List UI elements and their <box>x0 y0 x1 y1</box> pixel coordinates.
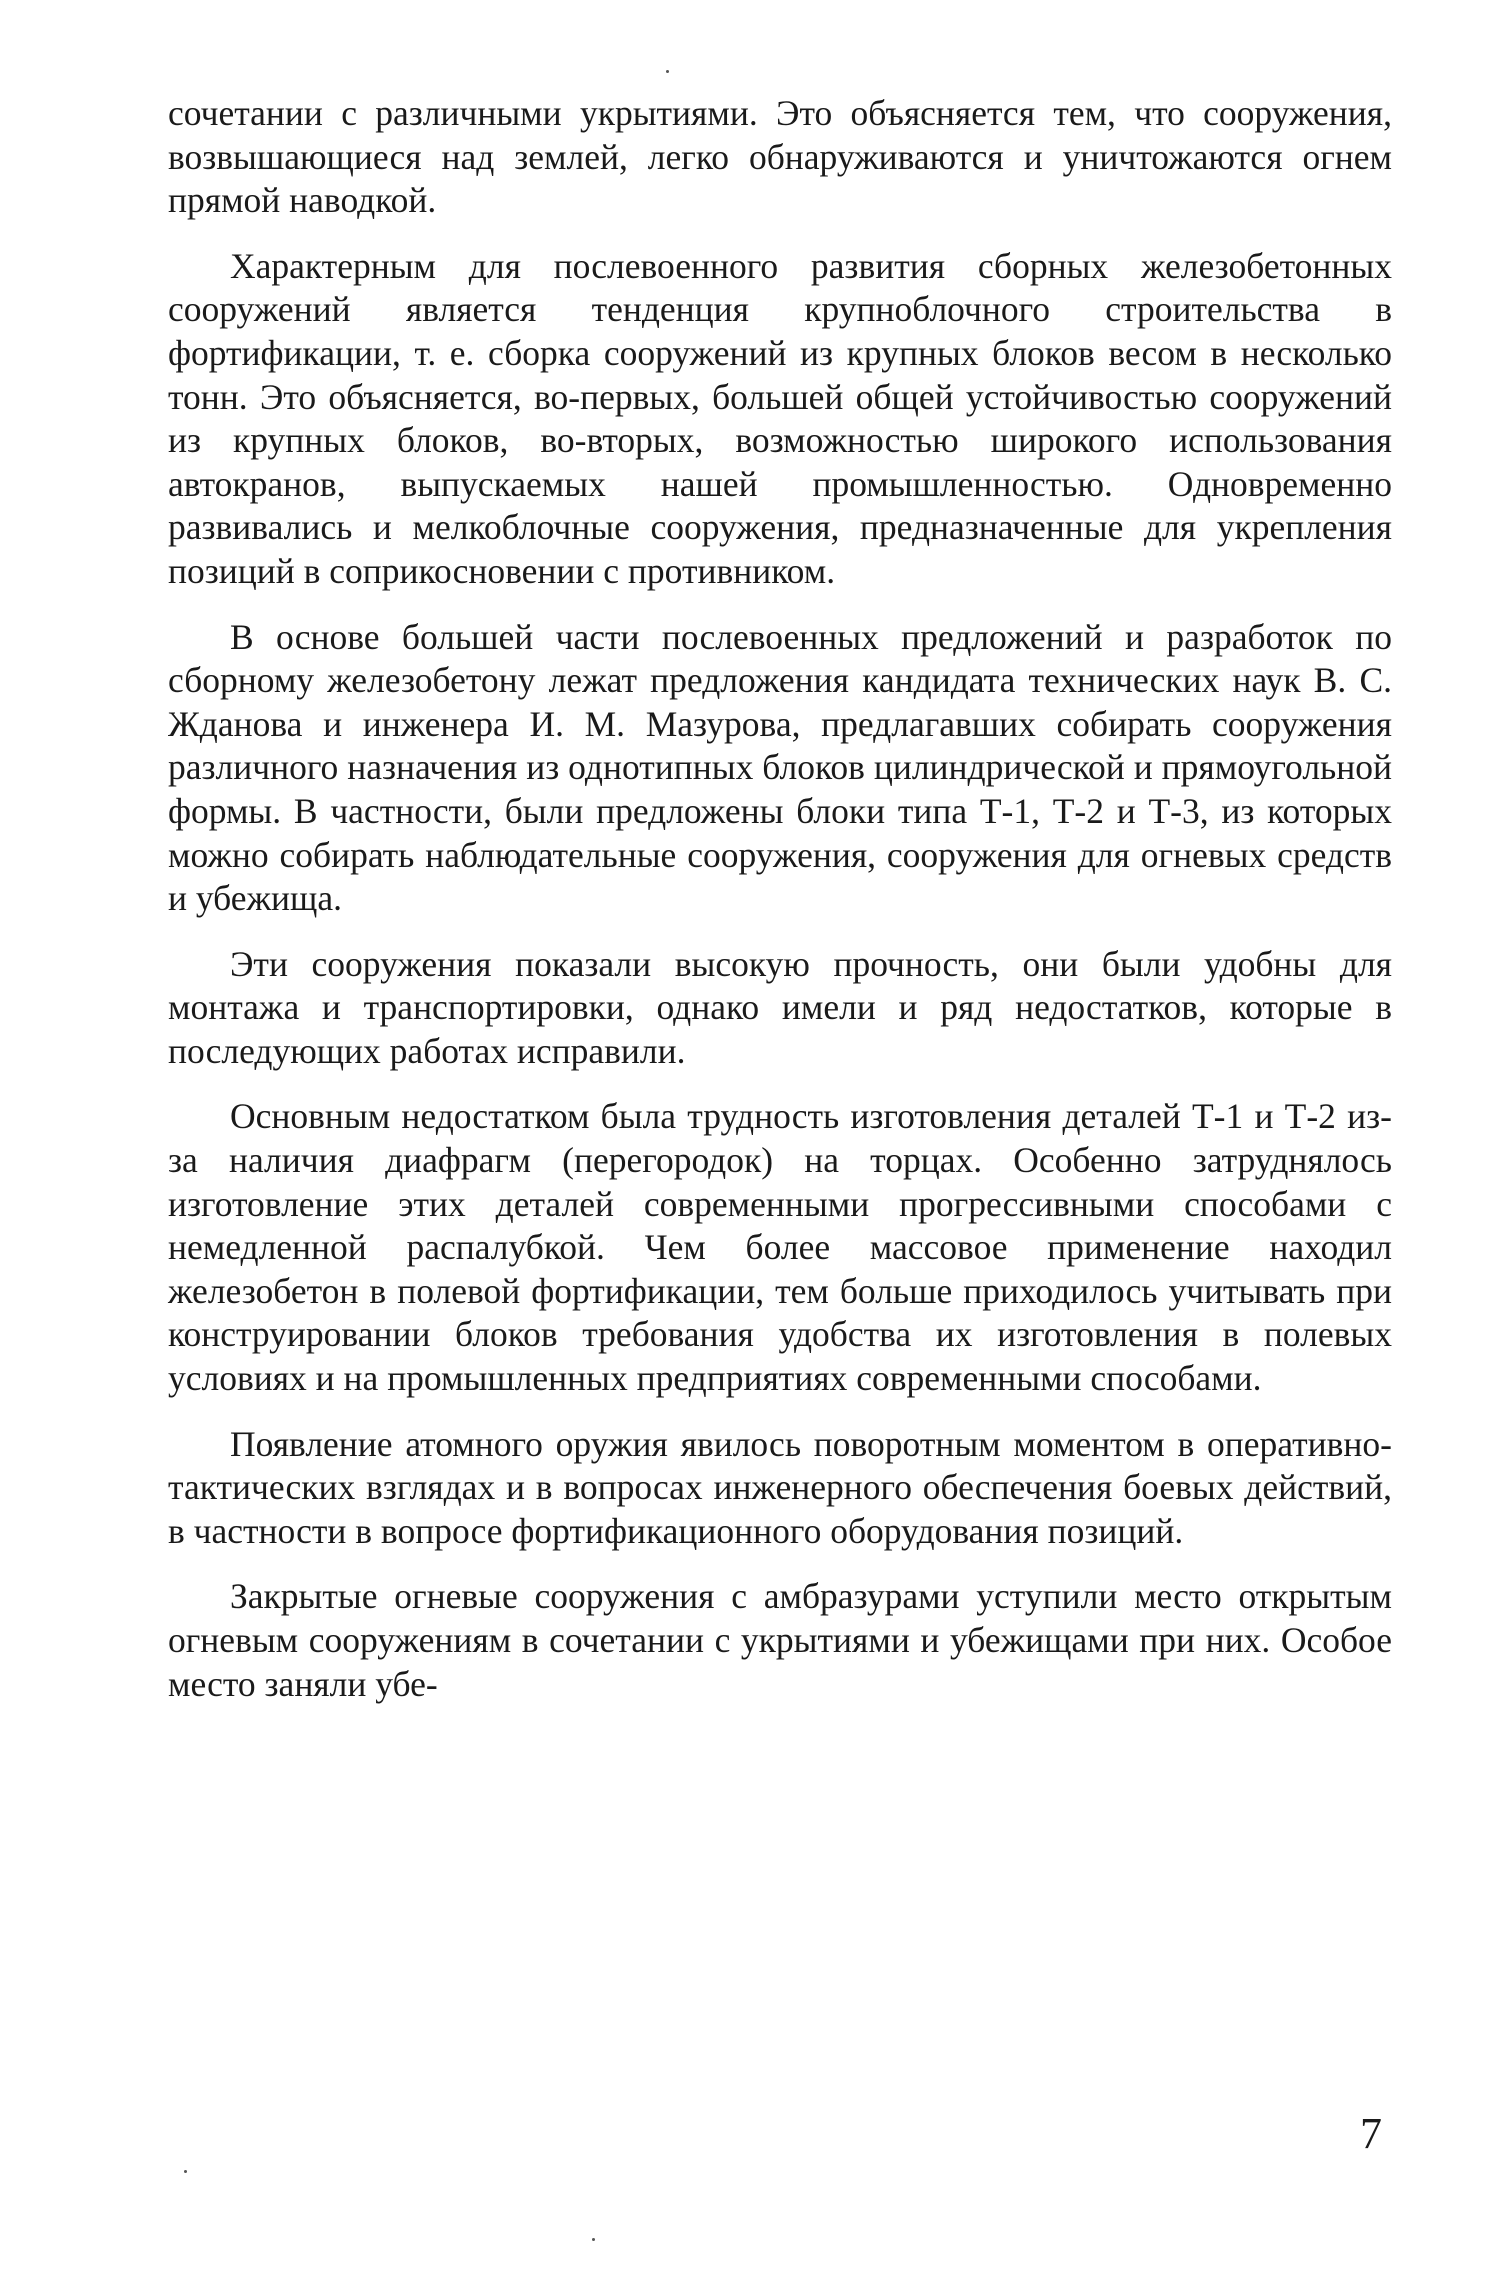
paragraph-4: Эти сооружения показали высокую прочность, они были удобны для монтажа и транспортировки, однако имели и ряд недостатков, которые в последующих работах исправили. <box>168 943 1392 1071</box>
print-speck <box>666 70 669 73</box>
paragraph-1: сочетании с различными укрытиями. Это объясняется тем, что сооружения, возвышающиеся над землей, легко обнаруживаются и уничтожаются огнем прямой наводкой. <box>168 93 1392 221</box>
paragraph-7: Закрытые огневые сооружения с амбразурами уступили место открытым огневым сооружениям в сочетании с укрытиями и убежищами при них. Особое место заняли убе- <box>168 1576 1392 1704</box>
paragraph-3: В основе большей части послевоенных предложений и разработок по сборному железобетону лежат предложения кандидата технических наук В. С. Жданова и инженера И. М. Мазурова, предлагавших собирать сооружения различного назначения из однотипных блоков цилиндрической и прямоугольной формы. В частности, были предложены блоки типа Т-1, Т-2 и Т-3, из которых можно собирать наблюдательные сооружения, сооружения для огневых средств и убежища. <box>168 616 1392 919</box>
paragraph-2: Характерным для послевоенного развития сборных железобетонных сооружений является тенденция крупноблочного строительства в фортификации, т. е. сборка сооружений из крупных блоков весом в несколько тонн. Это объясняется, во-первых, большей общей устойчивостью сооружений из крупных блоков, во-вторых, возможностью широкого использования автокранов, выпускаемых нашей промышленностью. Одновременно развивались и мелкоблочные сооружения, предназначенные для укрепления позиций в соприкосновении с противником. <box>168 245 1392 591</box>
print-speck <box>592 2238 595 2241</box>
paragraph-6: Появление атомного оружия явилось поворотным моментом в оперативно-тактических взглядах и в вопросах инженерного обеспечения боевых действий, в частности в вопросе фортификационного оборудования позиций. <box>168 1423 1392 1551</box>
page-text <box>168 92 1392 1728</box>
print-speck <box>184 2170 187 2173</box>
paragraph-5: Основным недостатком была трудность изготовления деталей Т-1 и Т-2 из-за наличия диафрагм (перегородок) на торцах. Особенно затруднялось изготовление этих деталей современными прогрессивными способами с немедленной распалубкой. Чем более массовое применение находил железобетон в полевой фортификации, тем больше приходилось учитывать при конструировании блоков требования удобства их изготовления в полевых условиях и на промышленных предприятиях современными способами. <box>168 1096 1392 1399</box>
page-number: 7 <box>1360 2109 1382 2158</box>
